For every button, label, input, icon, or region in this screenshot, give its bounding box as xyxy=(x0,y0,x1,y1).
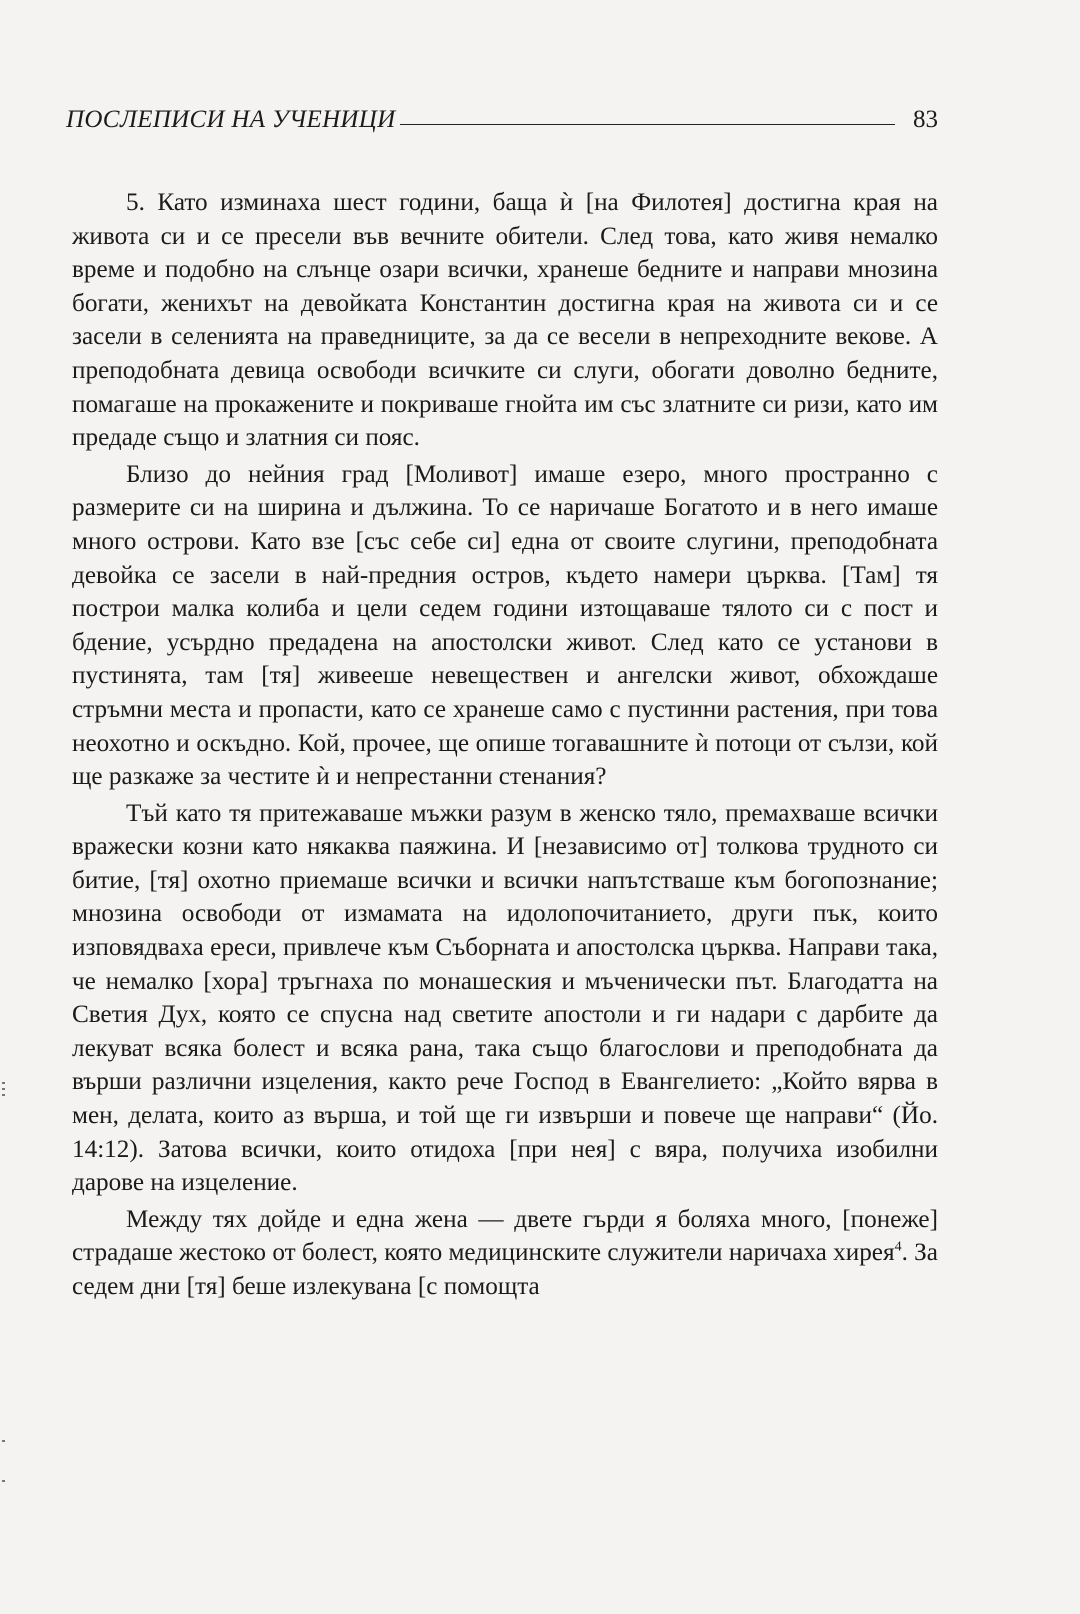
paragraph-2: Близо до нейния град [Моливот] имаше езеро, много пространно с размерите си на ширина и дължина. То се наричаше Богатото и в него имаше много острови. Като взе [със себе си] една от своите слугини, преподобната девойка се засели в най-предния остров, където намери църква. [Там] тя построи малка колиба и цели седем години изтощаваше тялото си с пост и бдение, усърдно предадена на апостолски живот. След като се установи в пустинята, там [тя] живееше невеществен и ангелски живот, обхождаше стръмни места и пропасти, като се хранеше само с пустинни растения, при това неохотно и оскъдно. Кой, прочее, ще опише тогавашните ѝ потоци от сълзи, кой ще разкаже за честите ѝ и непрестанни стенания? xyxy=(72,460,938,791)
page-number: 83 xyxy=(913,106,938,133)
header-rule xyxy=(400,124,896,125)
running-header xyxy=(66,106,938,146)
paragraph-4 xyxy=(72,1203,938,1304)
footnote-marker: 4 xyxy=(894,1240,902,1256)
paragraph-4-continuation: . За седем дни [тя] беше излекувана [с помощта xyxy=(72,1239,938,1300)
paragraph-4-text: Между тях дойде и една жена — двете гърди я боляха много, [понеже] страдаше жестоко от болест, която медицинските служители наричаха хирея xyxy=(72,1205,938,1267)
paragraph-1: 5. Като изминаха шест години, баща ѝ [на Филотея] достигна края на живота си и се пресели във вечните обители. След това, като живя немалко време и подобно на слънце озари всички, хранеше бедните и направи мнозина богати, женихът на девойката Константин достигна края на живота си и се засели в селенията на праведниците, за да се весели в непреходните векове. А преподобната девица освободи всичките си слуги, обогати доволно бедните, помагаше на прокажените и покриваше гнойта им със златните си ризи, като им предаде също и златния си пояс. xyxy=(72,189,938,452)
paragraph-3: Тъй като тя притежаваше мъжки разум в женско тяло, премахваше всички вражески козни като някаква паяжина. И [независимо от] толкова трудното си битие, [тя] охотно приемаше всички и всички напътстваше към богопознание; мнозина освободи от измамата на идолопочитанието, други пък, които изповядваха ереси, привлече към Съборната и апостолска църква. Направи така, че немалко [хора] тръгнаха по монашеския и мъченически път. Благодатта на Светия Дух, която се спусна над светите апостоли и ги надари с дарбите да лекуват всяка болест и всяка рана, така също благослови и преподобната да върши различни изцеления, както рече Господ в Евангелието: „Който вярва в мен, делата, които аз върша, и той ще ги извърши и повече ще направи“ (Йо. 14:12). Затова всички, които отидоха [при нея] с вяра, получиха изобилни дарове на изцеление. xyxy=(72,799,938,1197)
scan-mark xyxy=(2,1480,5,1482)
body-text xyxy=(72,186,938,1307)
scan-mark xyxy=(2,1088,5,1090)
scan-mark xyxy=(2,1082,5,1084)
scan-mark xyxy=(2,1094,5,1096)
running-title: ПОСЛЕПИСИ НА УЧЕНИЦИ xyxy=(66,106,396,133)
scan-mark xyxy=(2,1440,5,1442)
scan-margin-marks xyxy=(2,1070,8,1510)
